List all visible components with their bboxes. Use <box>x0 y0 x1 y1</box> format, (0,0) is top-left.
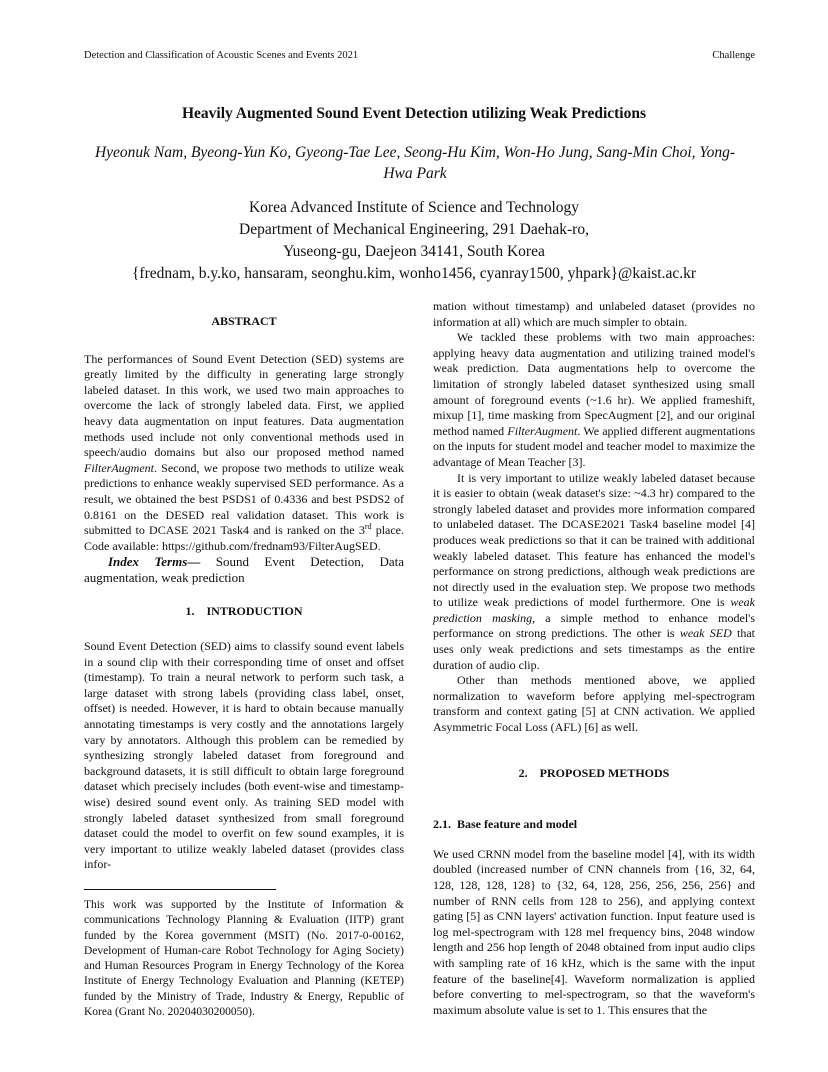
introduction-paragraph: Sound Event Detection (SED) aims to classify sound event labels in a sound clip with their corresponding time of onset and offset (timestamp). To train a neural network to perform such task, a large dataset with strong labels (providing class label, onset, offset) is needed. However, it is hard to obtain because manually annotating timestamps is very costly and the annotations largely vary by annotators. Although this problem can be remedied by synthesizing strongly labeled dataset from foreground and background datasets, it is still difficult to obtain large foreground dataset which precisely includes (both event-wise and timestamp-wise) desired sound event only. As training SED model with strongly labeled dataset synthesized from small foreground dataset could the model to overfit on few sound examples, it is very important to utilize weakly labeled dataset (provides class infor- <box>84 639 404 872</box>
methods-heading: 2. PROPOSED METHODS <box>518 765 670 780</box>
abstract-superscript: rd <box>364 522 372 532</box>
abstract-heading: ABSTRACT <box>211 314 277 328</box>
index-terms-text: Sound Event Detection, Data augmentation, weak prediction <box>84 554 404 585</box>
right-column <box>433 299 755 1018</box>
paragraph-emphasis: FilterAugment <box>507 423 578 438</box>
affiliation-block <box>60 197 768 285</box>
affiliation-emails: {frednam, b.y.ko, hansaram, seonghu.kim, wonho1456, cyanray1500, yhpark}@kaist.ac.kr <box>131 265 697 282</box>
paper-title: Heavily Augmented Sound Event Detection utilizing Weak Predictions <box>181 105 647 122</box>
index-terms-label: Index Terms <box>108 554 188 570</box>
footnote: This work was supported by the Institute of Information & communications Technology Planning & Evaluation (IITP) grant funded by the Korea government (MSIT) (No. 2017-0-00162, Development of Human-care Robot Technology for Aging Society) and Human Resources Program in Energy Technology of the Korea Institute of Energy Technology Evaluation and Planning (KETEP) funded by the Ministry of Trade, Industry & Energy, Republic of Korea (Grant No. 20204030200050). <box>84 899 404 1019</box>
paragraph-text: that uses only weak predictions and sets timestamps as the entire duration of audio clip. <box>433 626 756 672</box>
abstract-emphasis: FilterAugment <box>84 460 154 475</box>
paragraph-emphasis: weak SED <box>679 626 732 641</box>
paragraph-text: . We applied different augmentations on the inputs for student model and teacher model to maximize the advantage of Mean Teacher [3]. <box>433 423 756 469</box>
paragraph-text: We tackled these problems with two main approaches: applying heavy data augmentation and utilizing trained model's weak prediction. Data augmentations help to overcome the limitation of strongly labeled dataset synthesized using small amount of foreground events (~1.6 hr). We applied frameshift, mixup [1], time masking from SpecAugment [2], and our original method named <box>433 330 755 438</box>
affiliation-address: Yuseong-gu, Daejeon 34141, South Korea <box>283 243 545 260</box>
abstract-text: place. Code available: https://github.com/frednam93/FilterAugSED. <box>84 523 405 553</box>
author-list: Hyeonuk Nam, Byeong-Yun Ko, Gyeong-Tae Lee, Seong-Hu Kim, Won-Ho Jung, Sang-Min Choi, Yong-Hwa Park <box>94 144 736 182</box>
affiliation-department: Department of Mechanical Engineering, 291 Daehak-ro, <box>239 221 589 238</box>
introduction-paragraph <box>433 330 755 470</box>
methods-paragraph: We used CRNN model from the baseline model [4], with its width doubled (increased number of CNN channels from {16, 32, 64, 128, 128, 128, 128} to {32, 64, 128, 256, 256, 256, 256} and number of RNN cells from 128 to 256), and applying context gating [5] as CNN layers' activation function. Input feature used is log mel-spectrogram with 128 mel frequency bins, 2048 window length and 256 hop length of 2048 obtained from input audio clips with sampling rate of 16 kHz, which is the same with the input feature of the baseline[4]. Waveform normalization is applied before converting to mel-spectrogram, so that the waveform's maximum absolute value is set to 1. This ensures that the <box>433 846 755 1017</box>
introduction-paragraph-cont: mation without timestamp) and unlabeled dataset (provides no information at all) which are much simpler to obtain. <box>433 299 755 329</box>
abstract-paragraph <box>84 352 404 555</box>
subsection-heading: 2.1. Base feature and model <box>433 817 578 832</box>
index-terms-dash: — <box>187 554 201 570</box>
paragraph-text: , a simple method to enhance model's performance on strong predictions. The other is <box>433 610 755 641</box>
index-terms <box>84 554 404 585</box>
abstract-text: . Second, we propose two methods to utilize weak predictions to enhance weakly supervised SED performance. As a result, we obtained the best PSDS1 of 0.4336 and best PSDS2 of 0.8161 on the DESED real validation dataset. This work is submitted to DCASE 2021 Task4 and is ranked on the 3 <box>84 460 404 538</box>
introduction-heading: 1. INTRODUCTION <box>185 603 303 618</box>
running-header-right: Challenge <box>712 50 755 61</box>
running-header-left: Detection and Classification of Acoustic Scenes and Events 2021 <box>84 50 359 61</box>
paragraph-text: It is very important to utilize weakly labeled dataset because it is easier to obtain (weak dataset's size: ~4.3 hr) compared to the strongly labeled dataset and provides more information compared to unlabeled dataset. The DCASE2021 Task4 baseline model [4] produces weak predictions so that it can be trained with additional weakly labeled dataset. This feature has enhanced the model's performance on strong predictions, although weak predictions are not directly used in the evaluation step. We propose two methods to utilize weak predictions of model furthermore. One is <box>433 470 755 610</box>
introduction-paragraph <box>433 471 755 674</box>
left-column <box>84 314 404 1020</box>
introduction-paragraph: Other than methods mentioned above, we applied normalization to waveform before applying mel-spectrogram transform and context gating [5] at CNN activation. We applied Asymmetric Focal Loss (AFL) [6] as well. <box>433 673 755 735</box>
paragraph-emphasis: weak prediction masking <box>433 595 755 625</box>
abstract-text: The performances of Sound Event Detection (SED) systems are greatly limited by the difficulty in generating large strongly labeled dataset. In this work, we used two main approaches to overcome the lack of strongly labeled data. First, we applied heavy data augmentation on input features. Data augmentation methods used include not only conventional methods used in speech/audio domains but also our proposed method named <box>84 351 404 460</box>
affiliation-institute: Korea Advanced Institute of Science and Technology <box>248 199 580 216</box>
